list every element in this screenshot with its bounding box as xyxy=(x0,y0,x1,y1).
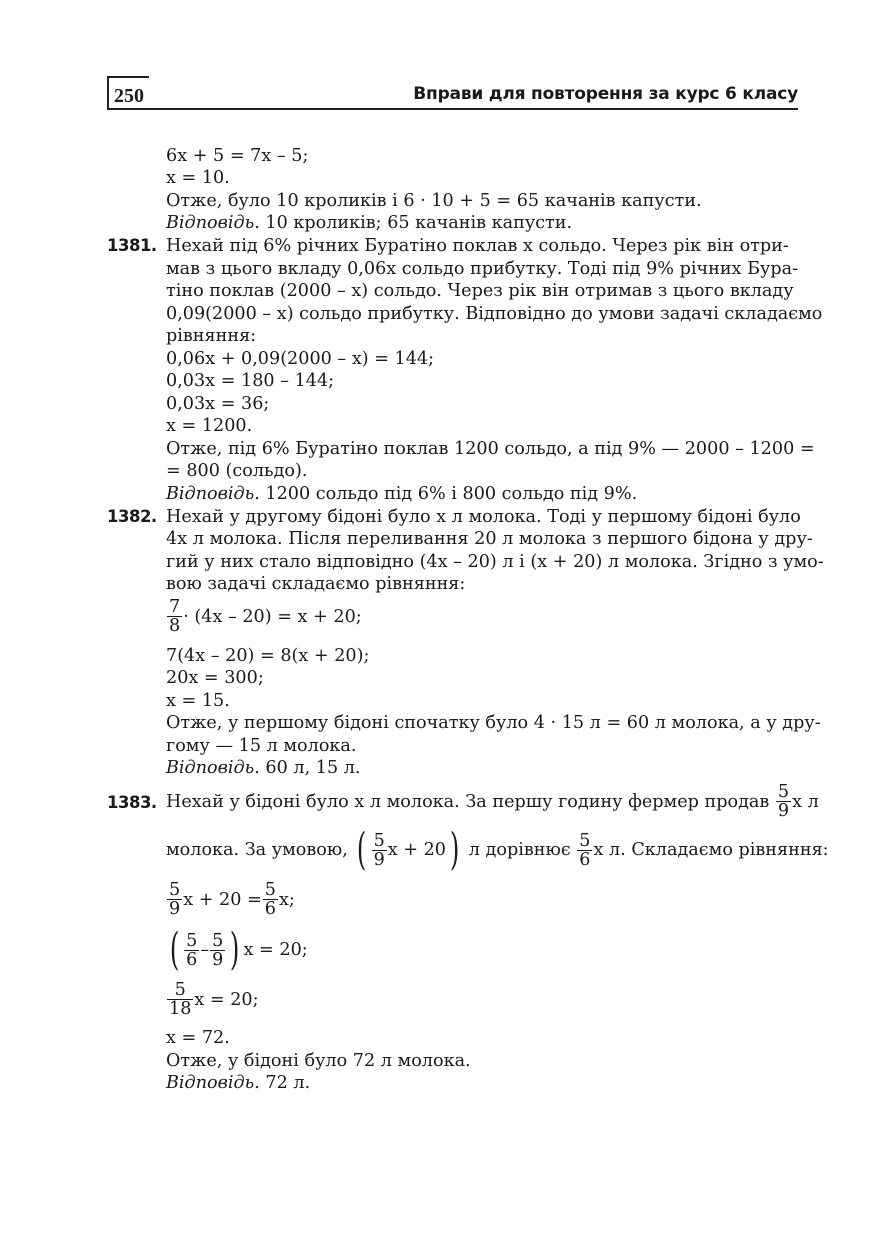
fraction-5-6: $\frac{5}{6}$ xyxy=(579,830,591,870)
answer-label: Відповідь. xyxy=(166,484,260,504)
equation-line: 6x + 5 = 7x – 5; xyxy=(166,146,309,166)
header-rule xyxy=(107,108,798,110)
text-line: вою задачі складаємо рівняння: xyxy=(166,574,466,594)
text-line: Нехай у бідоні було x л молока. За першу годину фермер продав $\frac{5}{9}$ x л xyxy=(166,782,819,821)
answer-text: 72 л. xyxy=(265,1073,311,1093)
problem-number: 1383. xyxy=(107,793,157,812)
conclusion-line: гому — 15 л молока. xyxy=(166,736,357,756)
text-line: 4x л молока. Після переливання 20 л молока з першого бідона у дру- xyxy=(166,529,813,549)
text-line: рівняння: xyxy=(166,326,257,346)
answer-label: Відповідь. xyxy=(166,758,260,778)
equation-line: x = 10. xyxy=(166,168,230,188)
text-line: 0,09(2000 – x) сольдо прибутку. Відповідно до умови задачі складаємо xyxy=(166,304,823,324)
equation-line: 0,03x = 180 – 144; xyxy=(166,371,335,391)
conclusion-line: Отже, було 10 кроликів і 6 · 10 + 5 = 65 качанів капусти. xyxy=(166,191,702,211)
text-line: тіно поклав (2000 – x) сольдо. Через рік він отримав з цього вкладу xyxy=(166,281,794,301)
equation-line: 0,03x = 36; xyxy=(166,394,270,414)
equation-line: 0,06x + 0,09(2000 – x) = 144; xyxy=(166,349,435,369)
text-line: Нехай під 6% річних Буратіно поклав x сольдо. Через рік він отри- xyxy=(166,236,789,256)
fraction-equation: $\frac{7}{8}$ · (4x – 20) = x + 20; xyxy=(169,597,362,636)
answer-label: Відповідь. xyxy=(166,213,260,233)
answer-text: 1200 сольдо під 6% і 800 сольдо під 9%. xyxy=(265,484,638,504)
text-line: мав з цього вкладу 0,06x сольдо прибутку. Тоді під 9% річних Бура- xyxy=(166,259,799,279)
answer-text: 10 кроликів; 65 качанів капусти. xyxy=(265,213,573,233)
fraction-equation: ( $\frac{5}{6}$ – $\frac{5}{9}$ ) x = 20; xyxy=(169,924,308,975)
answer-line xyxy=(166,1072,310,1094)
fraction-5-9: $\frac{5}{9}$ xyxy=(777,782,790,821)
text-line: гий у них стало відповідно (4x – 20) л і (x + 20) л молока. Згідно з умо- xyxy=(166,552,824,572)
right-paren: ) xyxy=(449,824,460,875)
fraction-equation: $\frac{5}{9}$ x + 20 = $\frac{5}{6}$ x; xyxy=(169,880,295,919)
conclusion-line: Отже, у першому бідоні спочатку було 4 · 15 л = 60 л молока, а у дру- xyxy=(166,713,821,733)
equation-line: 7(4x – 20) = 8(x + 20); xyxy=(166,646,370,666)
conclusion-line: = 800 (сольдо). xyxy=(166,461,308,481)
text-line: молока. За умовою, ( $\frac{5}{9}$ x + 20 ) л дорівнює $\frac{5}{6}$ x л. Складаємо рівняння: xyxy=(166,824,829,875)
conclusion-line: Отже, у бідоні було 72 л молока. xyxy=(166,1051,471,1071)
text-line: Нехай у другому бідоні було x л молока. Тоді у першому бідоні було xyxy=(166,507,801,527)
fraction-7-8: $\frac{7}{8}$ xyxy=(169,597,181,636)
answer-text: 60 л, 15 л. xyxy=(265,758,361,778)
fraction-5-18: $\frac{5}{18}$ xyxy=(169,980,192,1019)
answer-line xyxy=(166,212,572,234)
equation-line: x = 15. xyxy=(166,691,230,711)
page-number: 250 xyxy=(107,76,149,110)
left-paren: ( xyxy=(357,824,367,875)
fraction-equation: $\frac{5}{18}$ x = 20; xyxy=(169,980,259,1019)
problem-number: 1381. xyxy=(107,236,157,255)
answer-label: Відповідь. xyxy=(166,1073,260,1093)
equation-line: 20x = 300; xyxy=(166,668,264,688)
answer-line xyxy=(166,757,361,779)
answer-line xyxy=(166,483,637,505)
running-header: Вправи для повторення за курс 6 класу xyxy=(413,84,798,104)
conclusion-line: Отже, під 6% Буратіно поклав 1200 сольдо, а під 9% — 2000 – 1200 = xyxy=(166,439,815,459)
equation-line: x = 72. xyxy=(166,1028,230,1048)
problem-number: 1382. xyxy=(107,507,157,526)
equation-line: x = 1200. xyxy=(166,416,253,436)
